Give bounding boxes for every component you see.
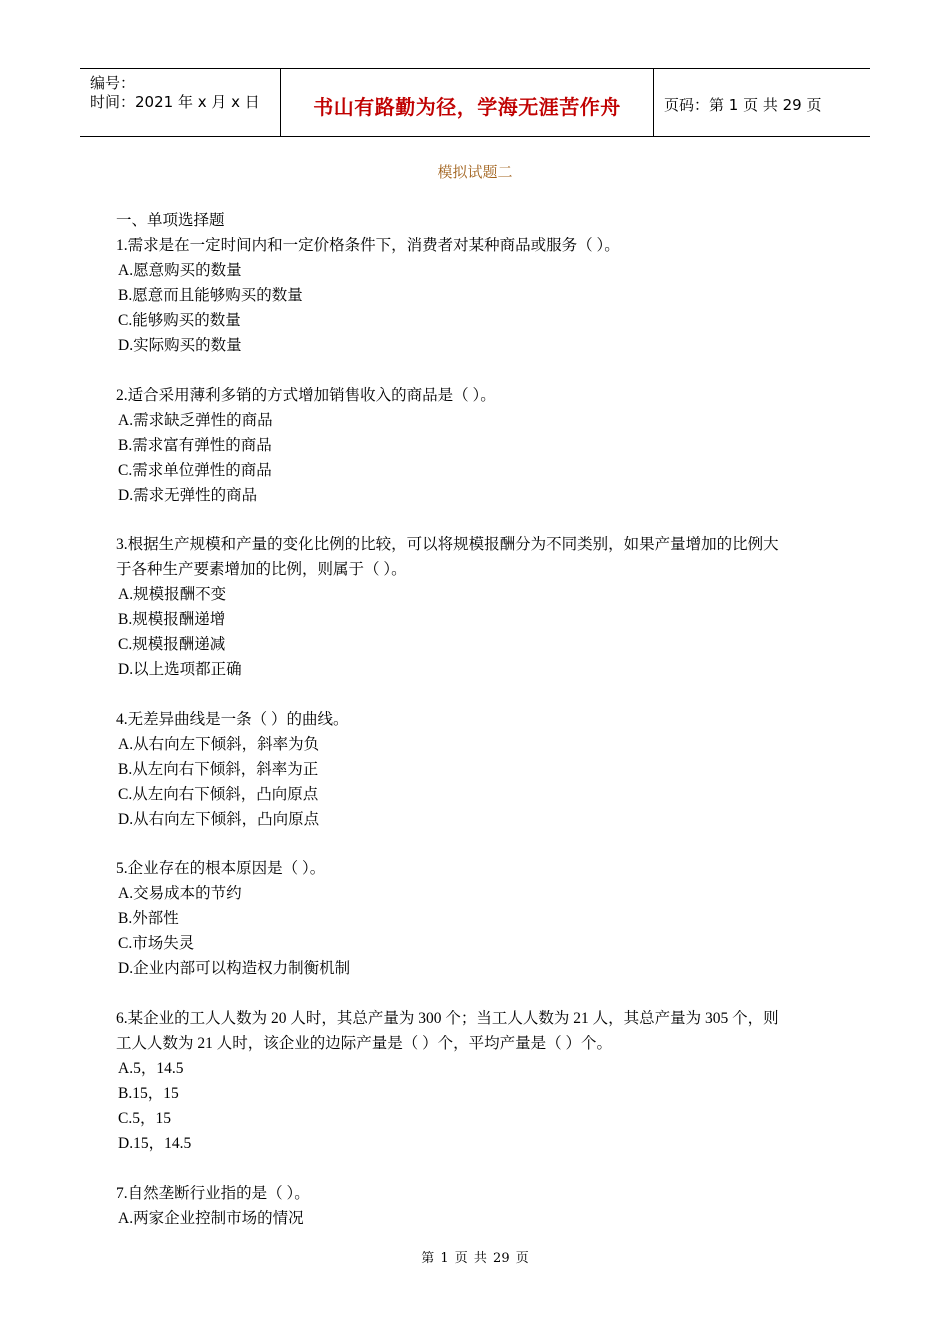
answer-option: A.5，14.5: [118, 1059, 184, 1077]
answer-option: C.能够购买的数量: [118, 312, 241, 329]
question-stem: 工人人数为 21 人时，该企业的边际产量是（ ）个，平均产量是（ ）个。: [116, 1034, 613, 1052]
question-spacer: [116, 981, 836, 1006]
answer-option: C.5，15: [118, 1109, 171, 1127]
answer-option: A.愿意购买的数量: [118, 262, 242, 279]
question-stem: 7.自然垄断行业指的是（ ）。: [116, 1184, 310, 1202]
question-block: [116, 856, 836, 981]
header-info-cell: [80, 69, 281, 136]
question-spacer: [116, 1156, 836, 1181]
answer-option: D.15，14.5: [118, 1134, 192, 1152]
question-stem: 6.某企业的工人人数为 20 人时，其总产量为 300 个；当工人人数为 21 人，其总产量为 305 个，则: [116, 1009, 779, 1027]
section-heading: 一、单项选择题: [116, 212, 225, 229]
answer-option: D.以上选项都正确: [118, 661, 242, 679]
header-table: [80, 68, 870, 137]
answer-option: A.从右向左下倾斜，斜率为负: [118, 735, 320, 753]
answer-option: B.愿意而且能够购买的数量: [118, 287, 303, 304]
page-title: 模拟试题二: [437, 163, 513, 181]
question-stem: 2.适合采用薄利多销的方式增加销售收入的商品是（ ）。: [116, 386, 496, 404]
header-motto-cell: [281, 69, 654, 136]
question-spacer: [116, 508, 836, 533]
page-footer: 第 1 页 共 29 页: [421, 1251, 529, 1266]
question-spacer: [116, 832, 836, 857]
question-spacer: [116, 682, 836, 707]
answer-option: C.规模报酬递减: [118, 636, 226, 654]
answer-option: B.从左向右下倾斜，斜率为正: [118, 760, 319, 778]
answer-option: B.外部性: [118, 910, 179, 928]
answer-option: C.需求单位弹性的商品: [118, 461, 272, 479]
page-code: 页码：第 1 页 共 29 页: [664, 96, 822, 114]
question-body: [116, 208, 836, 1231]
question-block: [116, 707, 836, 832]
answer-option: C.从左向右下倾斜，凸向原点: [118, 785, 319, 803]
answer-option: D.实际购买的数量: [118, 337, 242, 354]
question-block: [116, 532, 836, 682]
question-block: [116, 1181, 836, 1231]
motto: 书山有路勤为径，学海无涯苦作舟: [313, 95, 621, 119]
header-page-cell: [654, 69, 870, 136]
time-label: 时间：2021 年 x 月 x 日: [90, 93, 260, 111]
number-label: 编号：: [90, 74, 136, 92]
question-stem: 4.无差异曲线是一条（ ）的曲线。: [116, 710, 349, 728]
answer-option: A.两家企业控制市场的情况: [118, 1209, 304, 1227]
answer-option: A.需求缺乏弹性的商品: [118, 411, 273, 429]
answer-option: A.交易成本的节约: [118, 885, 242, 903]
question-stem: 1.需求是在一定时间内和一定价格条件下，消费者对某种商品或服务（ ）。: [116, 237, 620, 254]
answer-option: B.规模报酬递增: [118, 611, 226, 629]
question-block: [116, 1006, 836, 1156]
answer-option: B.需求富有弹性的商品: [118, 436, 272, 454]
answer-option: D.需求无弹性的商品: [118, 486, 258, 504]
answer-option: B.15，15: [118, 1084, 179, 1102]
answer-option: D.从右向左下倾斜，凸向原点: [118, 810, 320, 828]
question-stem: 于各种生产要素增加的比例，则属于（ ）。: [116, 561, 407, 579]
question-block: [116, 233, 836, 358]
answer-option: A.规模报酬不变: [118, 586, 227, 604]
question-stem: 3.根据生产规模和产量的变化比例的比较，可以将规模报酬分为不同类别，如果产量增加的比例大: [116, 536, 779, 554]
question-spacer: [116, 358, 836, 383]
question-stem: 5.企业存在的根本原因是（ ）。: [116, 860, 326, 878]
question-block: [116, 383, 836, 508]
answer-option: D.企业内部可以构造权力制衡机制: [118, 960, 351, 978]
answer-option: C.市场失灵: [118, 935, 195, 953]
